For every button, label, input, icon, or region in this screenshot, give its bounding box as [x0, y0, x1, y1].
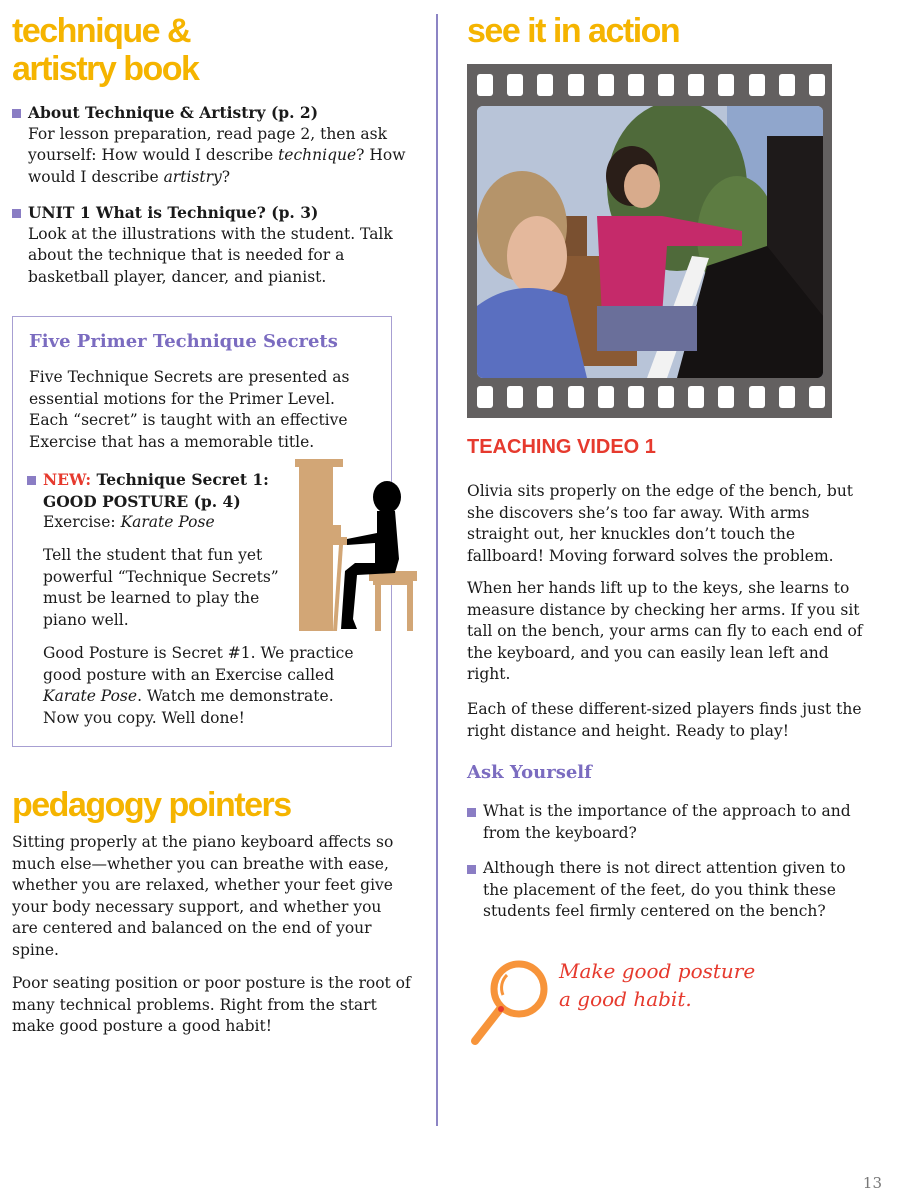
column-divider: [436, 14, 438, 1126]
secret-heading: NEW: Technique Secret 1: GOOD POSTURE (p. 4): [43, 470, 269, 511]
video-paragraph: Olivia sits properly on the edge of the bench, but she discovers she’s too far away. With arms straight out, her knuckles don’t touch the fallboard! Moving forward solves the problem.: [467, 482, 854, 565]
item-text: For lesson preparation, read page 2, then ask yourself: How would I describe technique? How would I describe artistry?: [28, 124, 406, 186]
list-item: [12, 102, 412, 188]
book-items-list: [12, 102, 412, 302]
filmstrip-photo-frame: [467, 64, 832, 418]
teacher-student-piano-photo: [477, 106, 823, 378]
technique-secrets-box: [12, 316, 392, 747]
list-item: Although there is not direct attention given to the placement of the feet, do you think these students feel firmly centered on the bench?: [467, 858, 867, 923]
bullet-square-icon: [467, 808, 476, 817]
list-item: What is the importance of the approach to and from the keyboard?: [467, 801, 867, 844]
bullet-square-icon: [27, 476, 36, 485]
ask-yourself-list: [467, 801, 867, 937]
box-paragraph: Good Posture is Secret #1. We practice good posture with an Exercise called Karate Pose. Watch me demonstrate. Now you copy. Well done!: [43, 644, 354, 727]
box-intro: Five Technique Secrets are presented as essential motions for the Primer Level. Each “secret” is taught with an effective Exercise that has a memorable title.: [29, 368, 350, 451]
secret-item: [27, 469, 303, 534]
good-habit-callout: [467, 957, 767, 1052]
section-title-technique: technique & artistry book: [12, 12, 199, 88]
item-heading: UNIT 1 What is Technique? (p. 3): [28, 203, 319, 222]
section-title-pedagogy: pedagogy pointers: [12, 786, 291, 824]
bullet-square-icon: [467, 865, 476, 874]
film-sprocket-holes-top: [477, 74, 825, 96]
box-title: Five Primer Technique Secrets: [29, 331, 338, 352]
section-title-action: see it in action: [467, 12, 680, 50]
ask-yourself-heading: Ask Yourself: [467, 762, 592, 783]
bullet-square-icon: [12, 209, 21, 218]
teaching-video-label: TEACHING VIDEO 1: [467, 436, 656, 458]
item-text: Look at the illustrations with the student. Talk about the technique that is needed for a basketball player, dancer, and pianist.: [28, 224, 393, 286]
exercise-line: Exercise: Karate Pose: [43, 513, 215, 531]
bullet-square-icon: [12, 109, 21, 118]
magnifying-glass-icon: [467, 957, 557, 1049]
box-paragraph: Tell the student that fun yet powerful “Technique Secrets” must be learned to play the piano well.: [43, 546, 279, 629]
item-heading: About Technique & Artistry (p. 2): [28, 103, 319, 122]
video-paragraph: When her hands lift up to the keys, she learns to measure distance by checking her arms. If you sit tall on the bench, your arms can fly to each end of the keyboard, and you can easily lean left and right.: [467, 579, 863, 683]
pedagogy-paragraph: Sitting properly at the piano keyboard affects so much else—whether you can breathe with ease, whether you are relaxed, whether your feet give your body necessary support, and whether you are centered and balanced on the end of your spine.: [12, 833, 394, 959]
video-paragraph: Each of these different-sized players finds just the right distance and height. Ready to play!: [467, 700, 862, 740]
pedagogy-paragraph: Poor seating position or poor posture is the root of many technical problems. Right from the start make good posture a good habit!: [12, 974, 411, 1035]
page-number: 13: [862, 1174, 882, 1192]
good-habit-text: Make good posture a good habit.: [559, 959, 756, 1011]
child-at-piano-illustration: [295, 459, 423, 631]
film-sprocket-holes-bottom: [477, 386, 825, 408]
list-item: [12, 202, 412, 288]
